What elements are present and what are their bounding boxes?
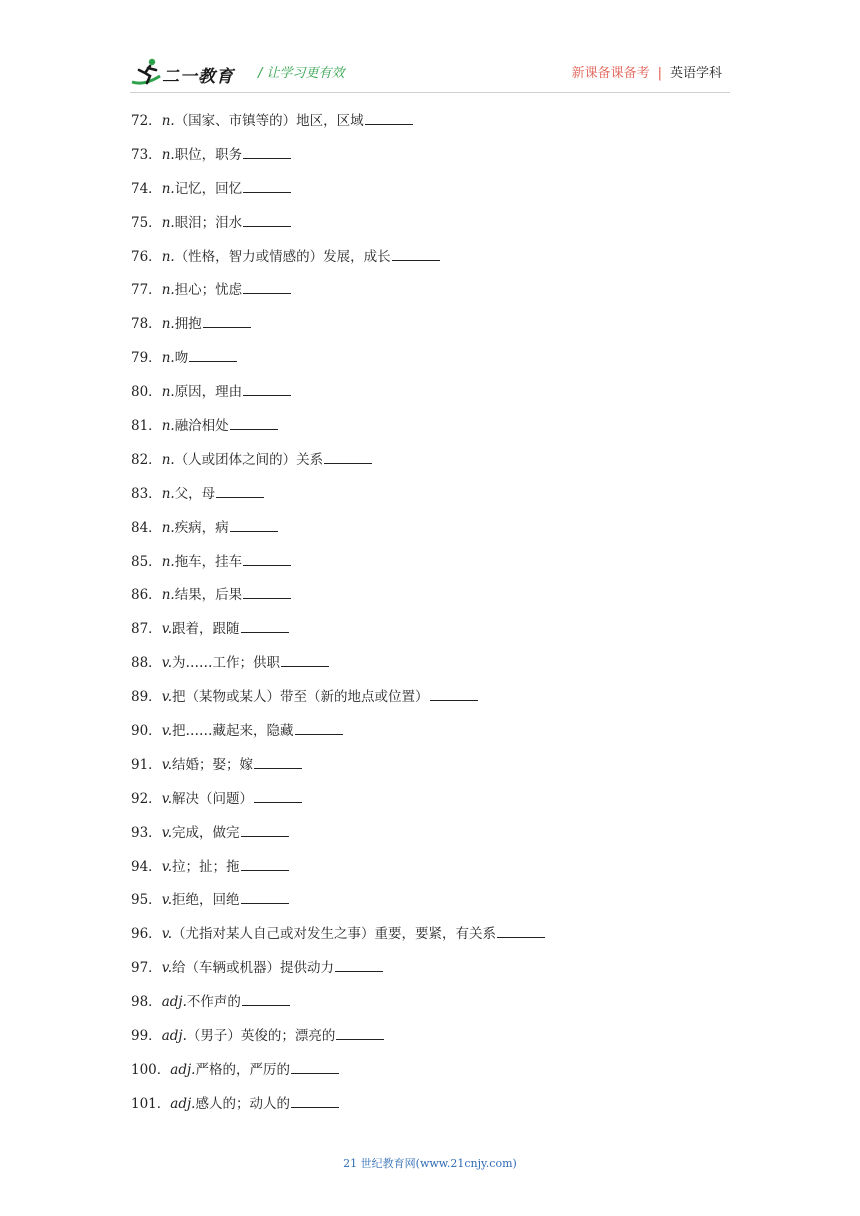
list-item: [131, 1026, 771, 1060]
list-item: [131, 382, 771, 416]
part-of-speech: n.: [161, 418, 175, 435]
item-number: 86．: [131, 587, 162, 604]
list-item: [131, 552, 771, 586]
part-of-speech: n.: [161, 350, 175, 367]
part-of-speech: adj.: [170, 1061, 196, 1078]
list-item: [131, 1060, 771, 1094]
definition: 把……藏起来，隐藏: [172, 723, 294, 740]
part-of-speech: adj.: [170, 1095, 196, 1112]
item-number: 79．: [131, 350, 162, 367]
part-of-speech: v.: [161, 756, 173, 773]
list-item: [131, 111, 771, 145]
header-subject-label: 英语学科: [669, 66, 722, 81]
item-number: 93．: [131, 824, 162, 841]
slogan: / 让学习更有效: [258, 66, 345, 81]
answer-blank[interactable]: [295, 721, 343, 735]
item-number: 89．: [131, 689, 162, 706]
part-of-speech: n.: [161, 180, 175, 197]
item-number: 88．: [131, 655, 162, 672]
part-of-speech: n.: [161, 553, 175, 570]
definition: （男子）英俊的；漂亮的: [186, 1028, 336, 1045]
list-item: [131, 890, 771, 924]
answer-blank[interactable]: [335, 958, 383, 972]
answer-blank[interactable]: [243, 382, 291, 396]
header-divider: [130, 92, 730, 93]
list-item: [131, 314, 771, 348]
list-item: [131, 924, 771, 958]
item-number: 78．: [131, 316, 162, 333]
list-item: [131, 213, 771, 247]
part-of-speech: v.: [161, 790, 173, 807]
definition: 完成，做完: [172, 824, 240, 841]
answer-blank[interactable]: [241, 619, 289, 633]
answer-blank[interactable]: [336, 1026, 384, 1040]
definition: 拖车，挂车: [174, 553, 243, 570]
item-number: 95．: [131, 892, 162, 909]
header-subject: [572, 62, 722, 81]
part-of-speech: v.: [161, 621, 173, 638]
item-number: 74．: [131, 180, 162, 197]
answer-blank[interactable]: [243, 552, 291, 566]
answer-blank[interactable]: [324, 450, 372, 464]
list-item: [131, 1094, 771, 1128]
part-of-speech: n.: [161, 248, 175, 265]
answer-blank[interactable]: [254, 789, 302, 803]
item-number: 90．: [131, 723, 162, 740]
part-of-speech: n.: [161, 113, 175, 129]
answer-blank[interactable]: [281, 653, 329, 667]
answer-blank[interactable]: [291, 1060, 339, 1074]
list-item: [131, 619, 771, 653]
page-header: [130, 56, 730, 92]
answer-blank[interactable]: [243, 585, 291, 599]
list-item: [131, 247, 771, 281]
item-number: 99．: [131, 1028, 162, 1045]
list-item: [131, 348, 771, 382]
definition: 感人的；动人的: [195, 1095, 290, 1112]
definition: 严格的，严厉的: [195, 1061, 290, 1078]
list-item: [131, 653, 771, 687]
item-number: 72．: [131, 113, 162, 129]
item-number: 84．: [131, 519, 162, 536]
item-number: 83．: [131, 485, 162, 502]
answer-blank[interactable]: [243, 213, 291, 227]
answer-blank[interactable]: [230, 416, 278, 430]
part-of-speech: n.: [161, 282, 175, 299]
list-item: [131, 450, 771, 484]
answer-blank[interactable]: [243, 280, 291, 294]
item-number: 73．: [131, 146, 162, 163]
item-number: 92．: [131, 790, 162, 807]
item-number: 101．: [131, 1095, 171, 1112]
definition: 担心；忧虑: [174, 282, 243, 299]
list-item: [131, 789, 771, 823]
definition: 结果，后果: [174, 587, 243, 604]
answer-blank[interactable]: [216, 484, 264, 498]
list-item: [131, 755, 771, 789]
definition: 眼泪；泪水: [174, 214, 243, 231]
part-of-speech: n.: [161, 316, 175, 333]
list-item: [131, 145, 771, 179]
part-of-speech: v.: [161, 655, 173, 672]
answer-blank[interactable]: [241, 823, 289, 837]
header-course-label: 新课备课备考: [571, 66, 650, 81]
header-separator: |: [657, 66, 662, 81]
answer-blank[interactable]: [243, 179, 291, 193]
item-number: 98．: [131, 994, 162, 1011]
answer-blank[interactable]: [241, 890, 289, 904]
definition: （尤指对某人自己或对发生之事）重要，要紧，有关系: [172, 926, 497, 943]
item-number: 77．: [131, 282, 162, 299]
running-figure-icon: [130, 56, 164, 90]
definition: 给（车辆或机器）提供动力: [172, 960, 335, 977]
definition: 为……工作；供职: [172, 655, 281, 672]
answer-blank[interactable]: [230, 518, 278, 532]
item-number: 81．: [131, 418, 162, 435]
answer-blank[interactable]: [254, 755, 302, 769]
definition: 疾病，病: [174, 519, 229, 536]
part-of-speech: v.: [161, 723, 173, 740]
list-item: [131, 280, 771, 314]
definition: 职位，职务: [174, 146, 243, 163]
part-of-speech: v.: [161, 960, 173, 977]
definition: （性格，智力或情感的）发展，成长: [174, 248, 391, 265]
list-item: [131, 958, 771, 992]
item-number: 85．: [131, 553, 162, 570]
item-number: 96．: [131, 926, 162, 943]
item-number: 75．: [131, 214, 162, 231]
page-footer: 21 世纪教育网(www.21cnjy.com): [343, 1157, 517, 1170]
part-of-speech: adj.: [161, 994, 187, 1011]
item-number: 100．: [131, 1061, 171, 1078]
answer-blank[interactable]: [203, 314, 251, 328]
answer-blank[interactable]: [497, 924, 545, 938]
part-of-speech: v.: [161, 858, 173, 875]
definition: （人或团体之间的）关系: [174, 451, 324, 468]
part-of-speech: n.: [161, 485, 175, 502]
item-number: 97．: [131, 960, 162, 977]
list-item: [131, 484, 771, 518]
list-item: [131, 721, 771, 755]
answer-blank[interactable]: [189, 348, 237, 362]
item-number: 80．: [131, 384, 162, 401]
answer-blank[interactable]: [242, 992, 290, 1006]
part-of-speech: n.: [161, 384, 175, 401]
definition: 吻: [174, 350, 189, 367]
item-number: 91．: [131, 756, 162, 773]
answer-blank[interactable]: [291, 1094, 339, 1108]
definition: 拒绝，回绝: [172, 892, 240, 909]
answer-blank[interactable]: [392, 247, 440, 261]
list-item: [131, 518, 771, 552]
part-of-speech: n.: [161, 587, 175, 604]
list-item: [131, 585, 771, 619]
part-of-speech: v.: [161, 926, 173, 943]
definition: 原因，理由: [174, 384, 243, 401]
list-item: [131, 992, 771, 1026]
definition: 结婚；娶；嫁: [172, 756, 254, 773]
definition: 记忆，回忆: [174, 180, 243, 197]
definition: 融洽相处: [174, 418, 229, 435]
item-number: 76．: [131, 248, 162, 265]
definition: 父，母: [174, 485, 216, 502]
definition: 跟着，跟随: [172, 621, 240, 638]
item-number: 82．: [131, 451, 162, 468]
part-of-speech: n.: [161, 519, 175, 536]
list-item: [131, 687, 771, 721]
list-item: [131, 179, 771, 213]
logo-text: 二一教育: [162, 67, 234, 87]
list-item: [131, 857, 771, 891]
definition: 拉；扯；拖: [172, 858, 240, 875]
answer-blank[interactable]: [243, 145, 291, 159]
part-of-speech: n.: [161, 451, 175, 468]
list-item: [131, 823, 771, 857]
list-item: [131, 416, 771, 450]
answer-blank[interactable]: [365, 111, 413, 125]
definition: 把（某物或某人）带至（新的地点或位置）: [172, 689, 429, 706]
definition: 解决（问题）: [172, 790, 254, 807]
part-of-speech: n.: [161, 146, 175, 163]
part-of-speech: v.: [161, 892, 173, 909]
definition: 拥抱: [174, 316, 202, 333]
part-of-speech: v.: [161, 689, 173, 706]
answer-blank[interactable]: [241, 857, 289, 871]
item-number: 94．: [131, 858, 162, 875]
vocabulary-list: [131, 111, 771, 1128]
definition: 不作声的: [186, 994, 241, 1011]
part-of-speech: adj.: [161, 1028, 187, 1045]
part-of-speech: n.: [161, 214, 175, 231]
definition: （国家、市镇等的）地区，区域: [174, 113, 364, 129]
logo: [130, 56, 240, 90]
part-of-speech: v.: [161, 824, 173, 841]
answer-blank[interactable]: [430, 687, 478, 701]
item-number: 87．: [131, 621, 162, 638]
